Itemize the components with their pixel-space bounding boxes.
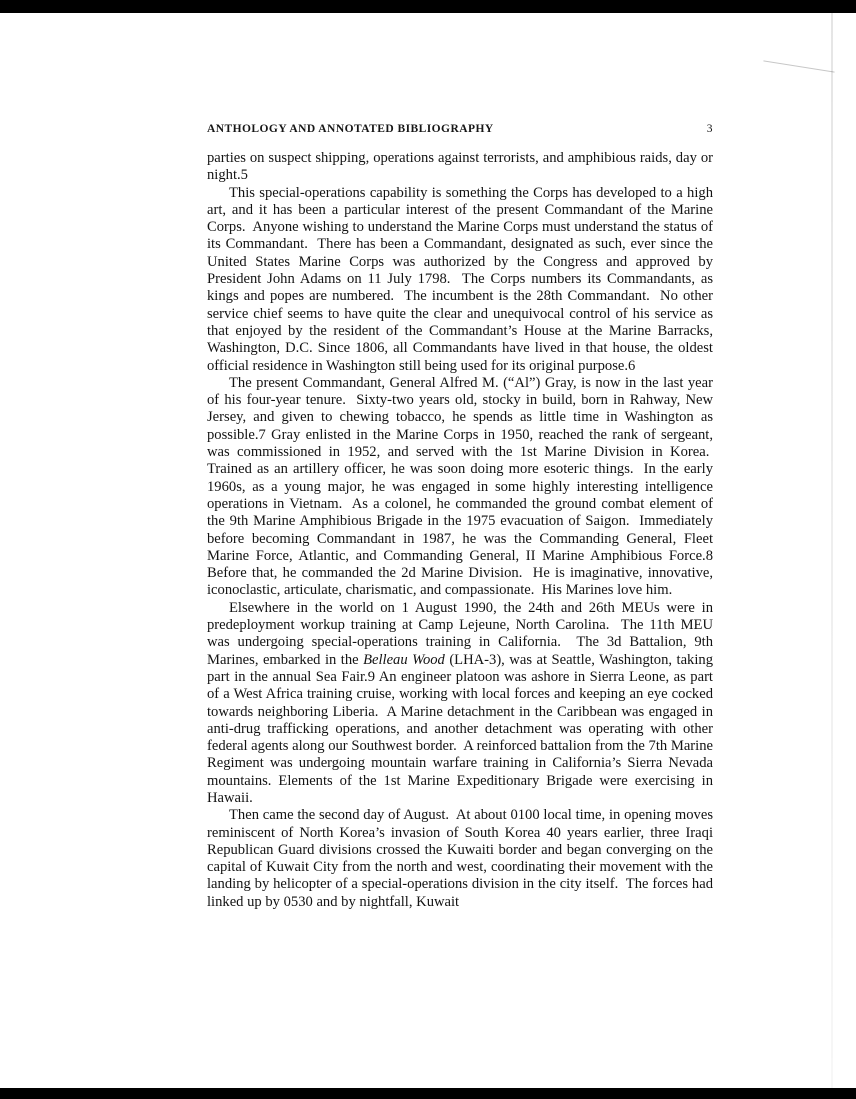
page-header: [207, 123, 713, 135]
page: [207, 123, 713, 911]
text-run: parties on suspect shipping, operations against terrorists, and amphibious raids, day or night.5: [207, 150, 713, 184]
text-run: Elsewhere in the world on 1 August 1990, the 24th and 26th MEUs were in predeployment workup training at Camp Lejeune, North Carolina. The 11th MEU was undergoing special-operations training in California. The 3d Battalion, 9th Marines, embarked in the: [207, 599, 713, 668]
page-number: 3: [706, 123, 713, 135]
page-body: [207, 150, 713, 911]
text-run: This special-operations capability is something the Corps has developed to a high art, and it has been a particular interest of the present Commandant of the Marine Corps. Anyone wishing to understand the Marine Corps must understand the status of its Commandant. There has been a Commandant, designated as such, ever since the United States Marine Corps was authorized by the Congress and approved by President John Adams on 11 July 1798. The Corps numbers its Commandants, as kings and popes are numbered. The incumbent is the 28th Commandant. No other service chief seems to have quite the clear and unequivocal control of his service as that enjoyed by the resident of the Commandant’s House at the Marine Barracks, Washington, D.C. Since 1806, all Commandants have lived in that house, the oldest official residence in Washington still being used for its original purpose.6: [207, 184, 713, 374]
italic-text-run: Belleau Wood: [363, 651, 445, 668]
scan-edge-bottom: [0, 1088, 856, 1099]
paragraph: [207, 600, 713, 808]
scan-edge-top: [0, 0, 856, 13]
paragraph: [207, 150, 713, 185]
running-title: ANTHOLOGY AND ANNOTATED BIBLIOGRAPHY: [207, 123, 494, 135]
paragraph: [207, 807, 713, 911]
scan-artifact-scratch: [763, 60, 834, 72]
paragraph: [207, 185, 713, 375]
scan-artifact-edge: [831, 13, 833, 1088]
text-run: (LHA-3), was at Seattle, Washington, taking part in the annual Sea Fair.9 An engineer platoon was ashore in Sierra Leone, as part of a West Africa training cruise, working with local forces and keeping an eye cocked towards neighboring Liberia. A Marine detachment in the Caribbean was engaged in anti-drug trafficking operations, and another detachment was operating with other federal agents along our Southwest border. A reinforced battalion from the 7th Marine Regiment was undergoing mountain warfare training in California’s Sierra Nevada mountains. Elements of the 1st Marine Expeditionary Brigade were exercising in Hawaii.: [207, 651, 714, 806]
text-run: Then came the second day of August. At about 0100 local time, in opening moves reminiscent of North Korea’s invasion of South Korea 40 years earlier, three Iraqi Republican Guard divisions crossed the Kuwaiti border and began converging on the capital of Kuwait City from the north and west, coordinating their movement with the landing by helicopter of a special-operations division in the city itself. The forces had linked up by 0530 and by nightfall, Kuwait: [207, 807, 713, 910]
paragraph: [207, 375, 713, 600]
text-run: The present Commandant, General Alfred M. (“Al”) Gray, is now in the last year of his four-year tenure. Sixty-two years old, stocky in build, born in Rahway, New Jersey, and given to chewing tobacco, he spends as little time in Washington as possible.7 Gray enlisted in the Marine Corps in 1950, reached the rank of sergeant, was commissioned in 1952, and served with the 1st Marine Division in Korea. Trained as an artillery officer, he was soon doing more esoteric things. In the early 1960s, as a young major, he was engaged in some highly interesting intelligence operations in Vietnam. As a colonel, he commanded the ground combat element of the 9th Marine Amphibious Brigade in the 1975 evacuation of Saigon. Immediately before becoming Commandant in 1987, he was the Commanding General, Fleet Marine Force, Atlantic, and Commanding General, II Marine Amphibious Force.8 Before that, he commanded the 2d Marine Division. He is imaginative, innovative, iconoclastic, articulate, charismatic, and compassionate. His Marines love him.: [207, 374, 713, 599]
